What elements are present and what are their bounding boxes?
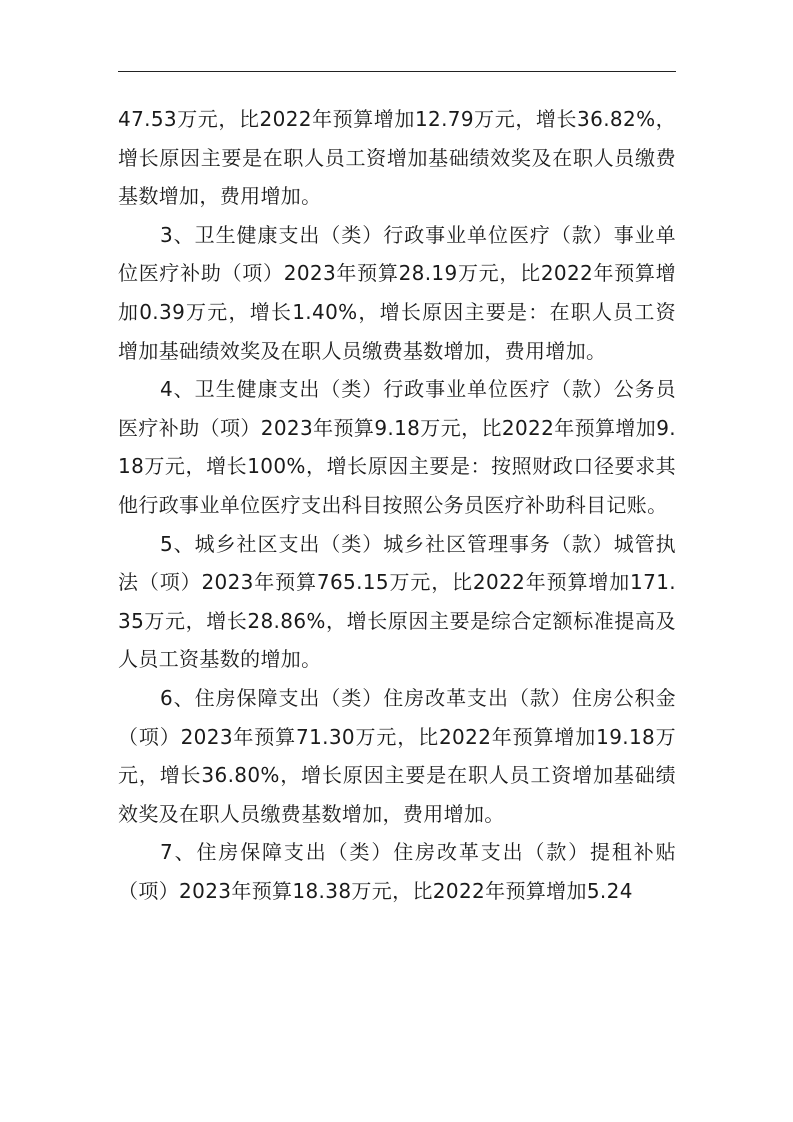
paragraph-item-4: 4、卫生健康支出（类）行政事业单位医疗（款）公务员医疗补助（项）2023年预算9.18万元，比2022年预算增加9.18万元，增长100%，增长原因主要是：按照财政口径要求其他行政事业单位医疗支出科目按照公务员医疗补助科目记账。	[118, 377, 676, 517]
paragraph-item-7: 7、住房保障支出（类）住房改革支出（款）提租补贴（项）2023年预算18.38万元，比2022年预算增加5.24	[118, 840, 676, 903]
paragraph-item-3: 3、卫生健康支出（类）行政事业单位医疗（款）事业单位医疗补助（项）2023年预算28.19万元，比2022年预算增加0.39万元，增长1.40%，增长原因主要是：在职人员工资增加基础绩效奖及在职人员缴费基数增加，费用增加。	[118, 222, 676, 363]
paragraph-item-6: 6、住房保障支出（类）住房改革支出（款）住房公积金（项）2023年预算71.30万元，比2022年预算增加19.18万元，增长36.80%，增长原因主要是在职人员工资增加基础绩效奖及在职人员缴费基数增加，费用增加。	[118, 685, 676, 826]
header-rule	[118, 71, 676, 72]
paragraph-continuation: 47.53万元，比2022年预算增加12.79万元，增长36.82%，增长原因主要是在职人员工资增加基础绩效奖及在职人员缴费基数增加，费用增加。	[118, 107, 676, 209]
paragraph-item-5: 5、城乡社区支出（类）城乡社区管理事务（款）城管执法（项）2023年预算765.15万元，比2022年预算增加171.35万元，增长28.86%，增长原因主要是综合定额标准提高及人员工资基数的增加。	[118, 531, 676, 672]
document-body	[118, 100, 676, 910]
